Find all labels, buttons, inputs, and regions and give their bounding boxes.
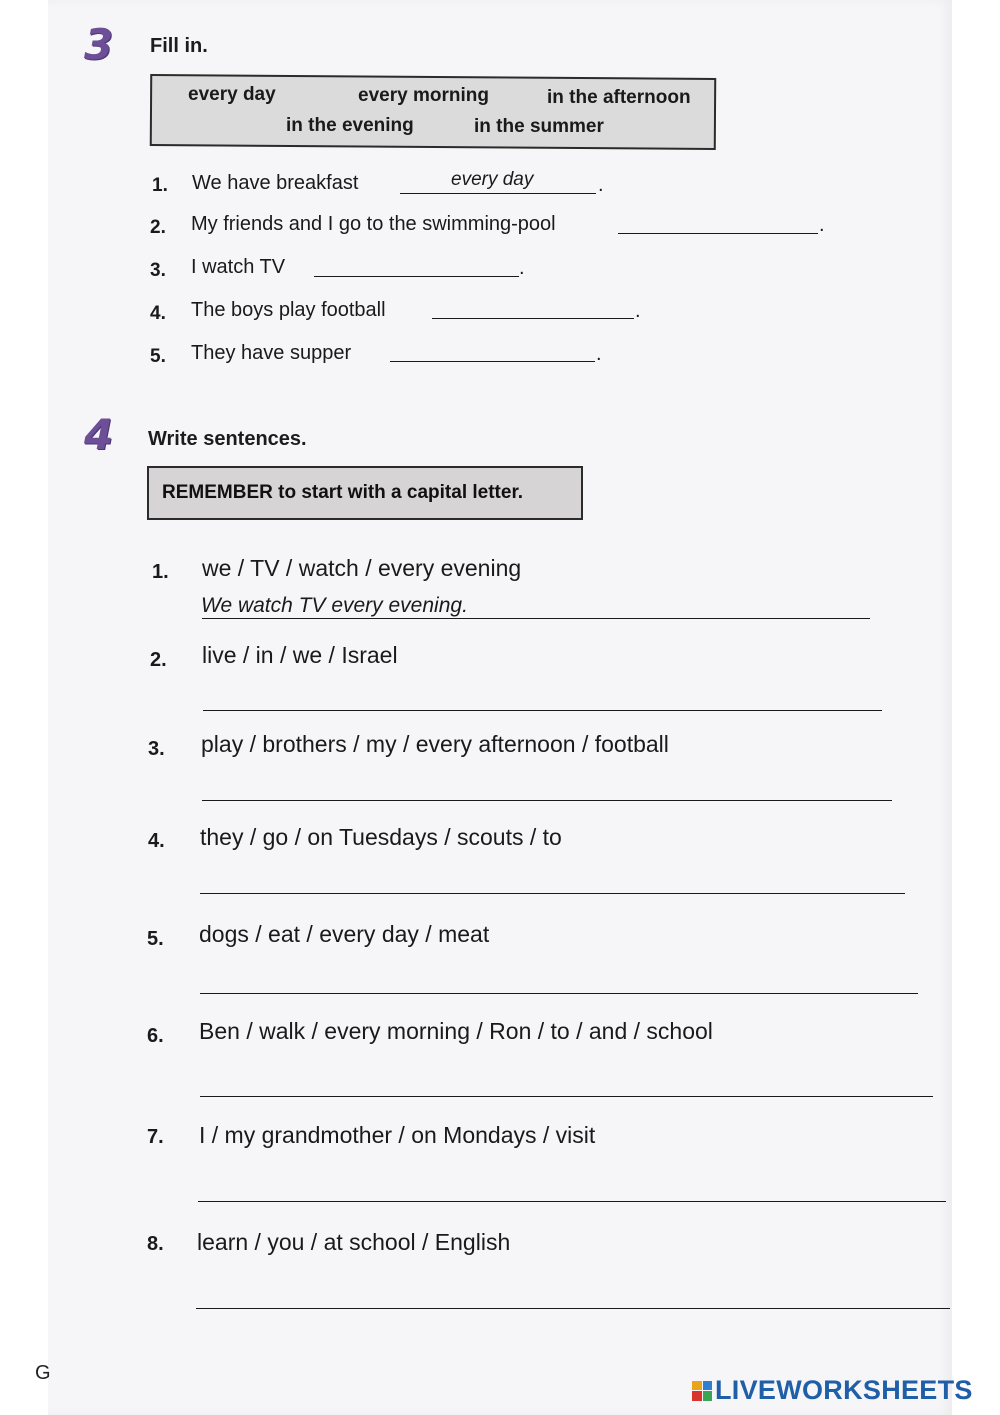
sentence-prompt: play / brothers / my / every afternoon / football — [201, 731, 669, 757]
liveworksheets-logo-icon — [692, 1381, 712, 1401]
answer-line[interactable] — [203, 710, 882, 711]
fill-item-text: My friends and I go to the swimming-pool — [191, 213, 556, 235]
fill-item-text: I watch TV — [191, 256, 286, 278]
exercise-3-number: 3 — [84, 20, 113, 69]
brand-name: LIVEWORKSHEETS — [715, 1375, 973, 1405]
page-margin — [952, 0, 1000, 1415]
answer-line[interactable] — [196, 1308, 950, 1309]
fill-blank-answer: every day — [451, 169, 534, 190]
fill-item-number: 1. — [152, 175, 168, 196]
period: . — [596, 343, 602, 365]
period: . — [598, 174, 604, 196]
sentence-prompt: live / in / we / Israel — [202, 642, 398, 668]
fill-item-text: We have breakfast — [192, 172, 359, 194]
exercise-3-title: Fill in. — [150, 35, 208, 57]
fill-blank[interactable] — [618, 233, 818, 234]
sentence-number: 5. — [147, 928, 164, 950]
sentence-prompt: they / go / on Tuesdays / scouts / to — [200, 824, 562, 850]
sentence-number: 2. — [150, 649, 167, 671]
word-bank-item: every morning — [358, 85, 489, 106]
footer-letter: G — [35, 1362, 51, 1384]
fill-blank[interactable] — [390, 361, 595, 362]
word-bank-item: every day — [188, 84, 276, 105]
sentence-number: 1. — [152, 561, 169, 583]
sentence-number: 3. — [148, 738, 165, 760]
answer-line[interactable] — [202, 800, 892, 801]
sentence-prompt: I / my grandmother / on Mondays / visit — [199, 1122, 596, 1148]
sentence-prompt: Ben / walk / every morning / Ron / to / and / school — [199, 1018, 713, 1044]
period: . — [635, 300, 641, 322]
answer-line[interactable] — [200, 893, 905, 894]
sentence-prompt: learn / you / at school / English — [197, 1229, 511, 1255]
word-bank-item: in the afternoon — [547, 87, 691, 108]
fill-item-text: They have supper — [191, 342, 352, 364]
fill-item-number: 5. — [150, 346, 166, 367]
fill-item-number: 3. — [150, 260, 166, 281]
sentence-number: 8. — [147, 1233, 164, 1255]
answer-line[interactable] — [200, 1096, 933, 1097]
sentence-number: 7. — [147, 1126, 164, 1148]
sentence-answer: We watch TV every evening. — [201, 594, 468, 617]
sentence-prompt: dogs / eat / every day / meat — [199, 921, 490, 947]
sentence-prompt: we / TV / watch / every evening — [202, 555, 522, 581]
sentence-number: 6. — [147, 1025, 164, 1047]
period: . — [519, 257, 525, 279]
answer-line[interactable] — [202, 618, 870, 619]
answer-line[interactable] — [200, 993, 918, 994]
liveworksheets-brand[interactable] — [692, 1375, 973, 1406]
fill-item-number: 2. — [150, 217, 166, 238]
fill-blank[interactable] — [314, 276, 519, 277]
fill-item-text: The boys play football — [191, 299, 386, 321]
exercise-4-number: 4 — [84, 410, 113, 459]
fill-blank[interactable] — [432, 318, 634, 319]
exercise-4-title: Write sentences. — [148, 428, 307, 450]
sentence-number: 4. — [148, 830, 165, 852]
word-bank-item: in the summer — [474, 116, 604, 137]
remember-box: REMEMBER to start with a capital letter. — [147, 466, 583, 520]
fill-item-number: 4. — [150, 303, 166, 324]
answer-line[interactable] — [198, 1201, 946, 1202]
word-bank-item: in the evening — [286, 115, 414, 136]
period: . — [819, 214, 825, 236]
fill-blank[interactable] — [400, 193, 596, 194]
